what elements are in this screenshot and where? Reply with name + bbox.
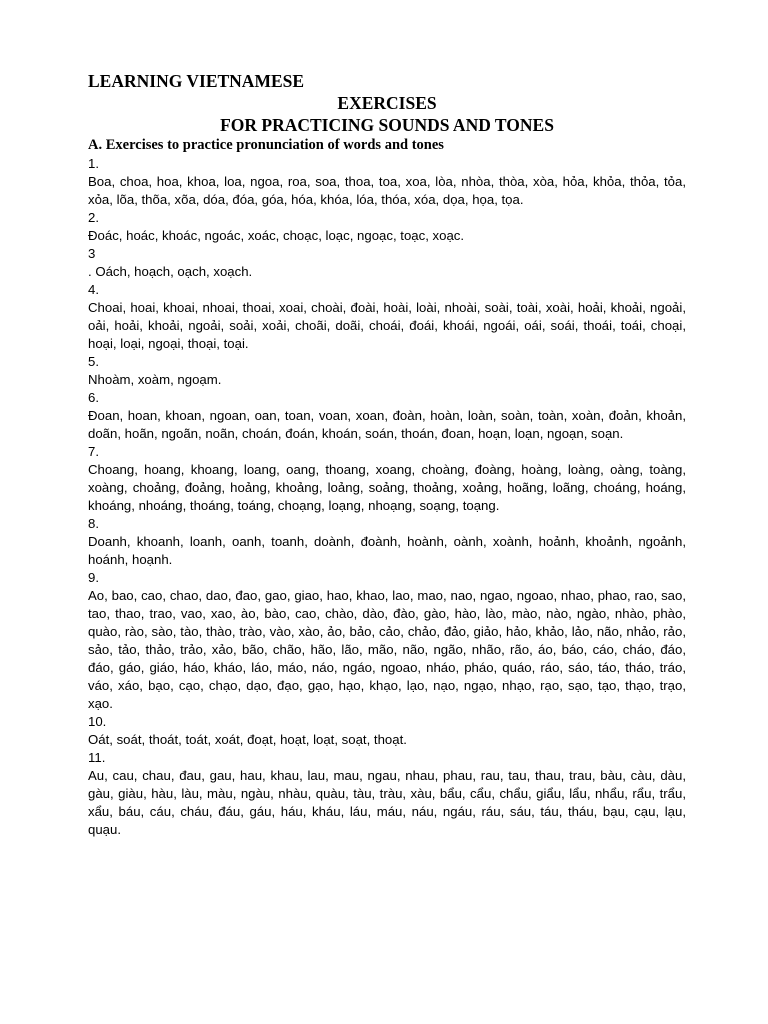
exercise-item bbox=[88, 209, 686, 245]
exercise-item bbox=[88, 443, 686, 515]
exercise-text: Doanh, khoanh, loanh, oanh, toanh, doành, đoành, hoành, oành, xoành, hoảnh, khoảnh, ngoảnh, hoánh, hoạnh. bbox=[88, 534, 686, 567]
exercise-text: Đoan, hoan, khoan, ngoan, oan, toan, voan, xoan, đoàn, hoàn, loàn, soàn, toàn, xoàn, đoản, khoản, doãn, hoãn, ngoãn, noãn, choán, đoán, khoán, soán, thoán, đoan, hoạn, loạn, ngoạn, soạn. bbox=[88, 408, 686, 441]
document-page bbox=[88, 70, 686, 839]
exercise-text: Au, cau, chau, đau, gau, hau, khau, lau, mau, ngau, nhau, phau, rau, tau, thau, trau, bàu, càu, dàu, gàu, giàu, hàu, làu, màu, ngàu, nhàu, quàu, tàu, tràu, xàu, bẩu, cẩu, chẩu, giẩu, lẩu, nhẩu, rẩu, trẩu, xẩu, báu, cáu, cháu, đáu, gáu, háu, kháu, láu, máu, náu, ngáu, ráu, sáu, táu, tháu, bạu, cạu, lạu, quạu. bbox=[88, 768, 686, 837]
exercise-number: 9. bbox=[88, 570, 99, 585]
exercise-number: 11. bbox=[88, 750, 106, 765]
exercise-number: 6. bbox=[88, 390, 99, 405]
exercise-item bbox=[88, 515, 686, 569]
section-a-heading: A. Exercises to practice pronunciation of words and tones bbox=[88, 137, 444, 153]
exercise-text: Nhoàm, xoàm, ngoạm. bbox=[88, 372, 222, 387]
exercise-text: . Oách, hoạch, oạch, xoạch. bbox=[88, 264, 253, 279]
exercise-number: 4. bbox=[88, 282, 99, 297]
exercise-number: 7. bbox=[88, 444, 99, 459]
exercise-text: Boa, choa, hoa, khoa, loa, ngoa, roa, soa, thoa, toa, xoa, lòa, nhòa, thòa, xòa, hỏa, khỏa, thỏa, tỏa, xỏa, lõa, thõa, xõa, dóa, đóa, góa, hóa, khóa, lóa, thóa, xóa, dọa, họa, tọa. bbox=[88, 174, 686, 207]
exercise-item bbox=[88, 713, 686, 749]
exercise-text: Ao, bao, cao, chao, dao, đao, gao, giao, hao, khao, lao, mao, nao, ngao, ngoao, nhao, phao, rao, sao, tao, thao, trao, vao, xao, ào, bào, cao, chào, dào, đào, gào, hào, lào, mào, nào, ngào, nhào, phào, quào, rào, sào, tào, thào, trào, vào, xào, ảo, bảo, cảo, chảo, đảo, giảo, hảo, khảo, lảo, não, nhảo, rảo, sảo, tảo, thảo, trảo, xảo, bão, chão, hão, lão, mão, não, ngão, nhão, rão, áo, báo, cáo, cháo, đáo, đáo, gáo, giáo, háo, kháo, láo, máo, náo, ngáo, ngoao, nháo, pháo, quáo, ráo, sáo, táo, tháo, tráo, váo, xáo, bạo, cạo, chạo, dạo, đạo, gạo, hạo, khạo, lạo, nạo, ngạo, nhạo, rạo, sạo, tạo, thạo, trạo, xạo. bbox=[88, 588, 686, 711]
exercise-item bbox=[88, 353, 686, 389]
exercise-number: 2. bbox=[88, 210, 99, 225]
exercise-number: 8. bbox=[88, 516, 99, 531]
exercise-item bbox=[88, 281, 686, 353]
exercise-item bbox=[88, 389, 686, 443]
exercise-number: 5. bbox=[88, 354, 99, 369]
document-subtitle-exercises: EXERCISES bbox=[337, 93, 437, 113]
document-subtitle-practice: FOR PRACTICING SOUNDS AND TONES bbox=[220, 115, 554, 135]
exercise-text: Oát, soát, thoát, toát, xoát, đoạt, hoạt, loạt, soạt, thoạt. bbox=[88, 732, 407, 747]
exercise-item bbox=[88, 749, 686, 839]
exercise-list bbox=[88, 155, 686, 839]
exercise-item bbox=[88, 155, 686, 209]
exercise-item bbox=[88, 245, 686, 281]
exercise-number: 1. bbox=[88, 156, 99, 171]
exercise-text: Choai, hoai, khoai, nhoai, thoai, xoai, choài, đoài, hoài, loài, nhoài, soài, toài, xoài, hoải, khoải, ngoải, oải, hoải, khoải, ngoải, soải, xoải, choãi, doãi, choái, đoái, khoái, ngoái, oái, soái, thoái, toái, choại, hoại, loại, ngoại, thoại, toại. bbox=[88, 300, 686, 351]
exercise-text: Choang, hoang, khoang, loang, oang, thoang, xoang, choàng, đoàng, hoàng, loàng, oàng, toàng, xoàng, choảng, đoảng, hoảng, khoảng, loảng, soảng, thoảng, xoảng, hoãng, loãng, choáng, hoáng, khoáng, nhoáng, thoáng, toáng, choạng, loạng, nhoạng, soạng, toạng. bbox=[88, 462, 686, 513]
exercise-item bbox=[88, 569, 686, 713]
document-title: LEARNING VIETNAMESE bbox=[88, 71, 305, 91]
exercise-number: 3 bbox=[88, 246, 96, 261]
exercise-text: Đoác, hoác, khoác, ngoác, xoác, choạc, loạc, ngoạc, toạc, xoạc. bbox=[88, 228, 465, 243]
exercise-number: 10. bbox=[88, 714, 107, 729]
